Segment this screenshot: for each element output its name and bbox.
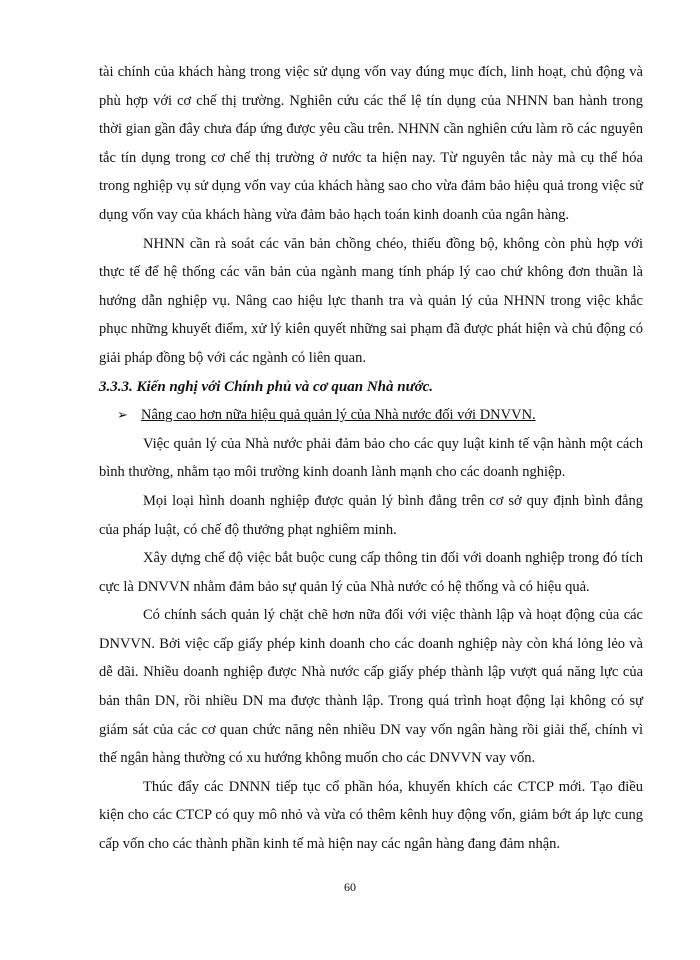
paragraph-information-regime: Xây dựng chế độ việc bắt buộc cung cấp thông tin đối với doanh nghiệp trong đó tích cực là DNVVN nhằm đảm bảo sự quản lý của Nhà nước có hệ thống và có hiệu quả.: [99, 550, 643, 595]
paragraph-nhnn-review: NHNN cần rà soát các văn bản chồng chéo, thiếu đồng bộ, không còn phù hợp với thực tế để hệ thống các văn bản của ngành mang tính pháp lý cao chứ không đơn thuần là hướng dẫn nghiệp vụ. Nâng cao hiệu lực thanh tra và quản lý của NHNN trong việc khắc phục những khuyết điểm, xử lý kiên quyết những sai phạm đã được phát hiện và chủ động có giải pháp đồng bộ với các ngành có liên quan.: [99, 235, 643, 366]
paragraph-continued: tài chính của khách hàng trong việc sử dụng vốn vay đúng mục đích, linh hoạt, chủ động và phù hợp với cơ chế thị trường. Nghiên cứu các thể lệ tín dụng của NHNN ban hành trong thời gian gần đây chưa đáp ứng được yêu cầu trên. NHNN cần nghiên cứu làm rõ các nguyên tắc tín dụng trong cơ chế thị trường ở nước ta hiện nay. Từ nguyên tắc này mà cụ thể hóa trong nghiệp vụ sử dụng vốn vay của khách hàng sao cho vừa đảm bảo hiệu quả trong việc sử dụng vốn vay của khách hàng vừa đảm bảo hạch toán kinh doanh của ngân hàng.: [99, 64, 643, 223]
paragraph-equal-management: Mọi loại hình doanh nghiệp được quản lý bình đẳng trên cơ sở quy định bình đẳng của pháp luật, có chế độ thưởng phạt nghiêm minh.: [99, 492, 643, 538]
section-heading: 3.3.3. Kiến nghị với Chính phủ và cơ quan Nhà nước.: [99, 378, 434, 395]
paragraph-strict-policy: Có chính sách quản lý chặt chẽ hơn nữa đối với việc thành lập và hoạt động của các DNVVN. Bởi việc cấp giấy phép kinh doanh cho các doanh nghiệp này còn khá lỏng lẻo và dễ dãi. Nhiều doanh nghiệp được Nhà nước cấp giấy phép thành lập vượt quá năng lực của bản thân DN, rồi nhiều DN ma được thành lập. Trong quá trình hoạt động lại không có sự giám sát của các cơ quan chức năng nên nhiều DN vay vốn ngân hàng rồi giải thể, chính vì thế ngân hàng thường có xu hướng không muốn cho các DNVVN vay vốn.: [99, 607, 643, 767]
page-number: 60: [344, 880, 356, 894]
paragraph-state-management: Việc quản lý của Nhà nước phải đảm bảo cho các quy luật kinh tế vận hành một cách bình thường, nhằm tạo môi trường kinh doanh lành mạnh cho các doanh nghiệp.: [99, 435, 643, 481]
bullet-text: Nâng cao hơn nữa hiệu quả quản lý của Nhà nước đối với DNVVN.: [141, 407, 536, 424]
bullet-item: [99, 401, 643, 430]
arrow-bullet-icon: ➢: [117, 407, 128, 423]
paragraph-equitization: Thúc đẩy các DNNN tiếp tục cổ phần hóa, khuyến khích các CTCP mới. Tạo điều kiện cho các CTCP có quy mô nhỏ và vừa có thêm kênh huy động vốn, giảm bớt áp lực cung cấp vốn cho các thành phần kinh tế mà hiện nay các ngân hàng đang đảm nhận.: [99, 778, 643, 853]
document-page: [99, 58, 643, 859]
